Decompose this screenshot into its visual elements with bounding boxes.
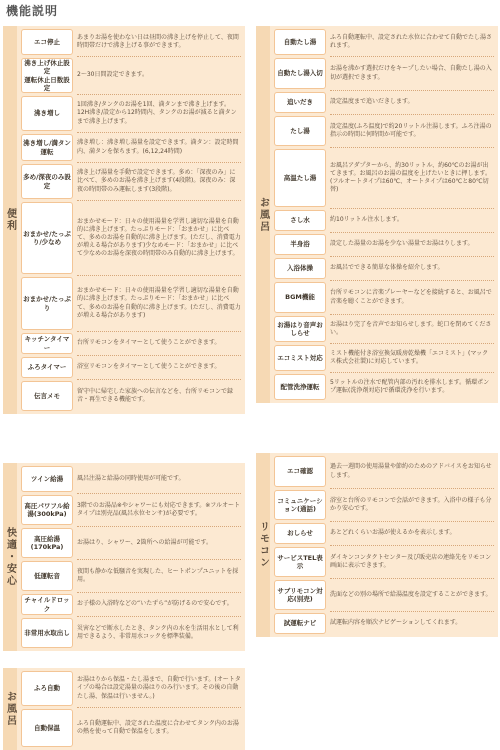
- row-divider: [330, 56, 494, 57]
- feature-row: [21, 381, 241, 411]
- category-text: 快適・安心: [4, 527, 16, 587]
- feature-description: 過去一週間の使用湯量や節約のためのアドバイスをお知らせします。: [330, 463, 492, 479]
- feature-description: 試運転内容を順次ナビゲーションしてくれます。: [330, 619, 462, 627]
- left-column: [3, 0, 245, 743]
- feature-row: [274, 258, 494, 279]
- row-divider: [77, 355, 241, 356]
- category-label: [3, 463, 17, 651]
- feature-label: BGM機能: [274, 282, 326, 313]
- category-label: [256, 26, 270, 403]
- feature-label: 伝言メモ: [21, 381, 73, 411]
- feature-row: [21, 202, 241, 274]
- row-divider: [77, 162, 241, 163]
- feature-description: 浴室と台所のリモコンで会話ができます。入浴中の様子も分かり安心です。: [330, 496, 492, 512]
- feature-description: 浴室リモコンをタイマーとして使うことができます。: [77, 363, 221, 371]
- feature-description: 留守中に帰宅した家族への伝言などを、台所リモコンで録音・再生できる機能です。: [77, 387, 234, 403]
- feature-description: お子様の入浴時などの“いたずら”が防げるので安心です。: [77, 600, 233, 608]
- feature-description: 洗面などの別の場所で給湯温度を設定することができます。: [330, 590, 492, 598]
- feature-description: 台所リモコンをタイマーとして使うことができます。: [77, 339, 221, 347]
- feature-label: 高温たし湯: [274, 149, 326, 207]
- feature-row: [21, 528, 241, 558]
- feature-row: [274, 58, 494, 89]
- feature-row: [21, 58, 241, 93]
- feature-row: [21, 495, 241, 525]
- row-divider: [330, 232, 494, 233]
- row-divider: [330, 114, 494, 115]
- feature-row: [21, 594, 241, 615]
- feature-description: 5リットルの注水で配管内部の汚れを排水します。循環ポンプ運転(洗浄剤対応)で循環洗浄を行います。: [330, 378, 490, 394]
- feature-row: [274, 210, 494, 231]
- feature-row: [274, 490, 494, 520]
- feature-label: 配管洗浄運転: [274, 374, 326, 400]
- feature-row: [21, 357, 241, 378]
- section-right-1: [256, 453, 498, 637]
- feature-description: お湯はり完了を音声でお知らせします。蛇口を閉めてください。: [330, 320, 492, 336]
- feature-row: [21, 671, 241, 706]
- feature-row: [274, 316, 494, 342]
- feature-description: お風呂でできる簡単な体操を紹介します。: [330, 264, 444, 272]
- page-title: 機能説明: [6, 4, 59, 18]
- row-divider: [77, 200, 241, 201]
- row-divider: [77, 526, 241, 527]
- feature-label: サブリモコン対応(別売): [274, 580, 326, 610]
- row-divider: [77, 275, 241, 276]
- section-left-1: [3, 463, 245, 651]
- category-text: お風呂: [4, 691, 16, 727]
- feature-label: たし湯: [274, 116, 326, 146]
- feature-row: [21, 29, 241, 55]
- row-divider: [330, 314, 494, 315]
- feature-label: 自動保温: [21, 709, 73, 747]
- feature-label: 非常用水取出し: [21, 618, 73, 648]
- feature-row: [274, 149, 494, 207]
- feature-description: ふろ自動運転中、設定された水位に合わせて自動でたし湯されます。: [330, 33, 493, 49]
- row-divider: [330, 488, 494, 489]
- feature-description: おまかせモード：日々の使用湯量を学習し適切な湯量を自動的に沸き上げます。たっぷりモード：「おまかせ」に比べて、多めのお湯を自動的に沸き上げます。(ただし、消費電力が増える場合があります)少なめモード：「おまかせ」に比べて少なめのお湯を深夜の時間帯のみ自動的に沸き上げます。: [77, 217, 241, 258]
- row-divider: [77, 56, 241, 57]
- feature-label: 試運転ナビ: [274, 613, 326, 634]
- feature-description: 設定温度まで追いだきします。: [330, 98, 414, 106]
- category-label: [3, 668, 17, 750]
- feature-row: [274, 282, 494, 313]
- category-text: お風呂: [257, 196, 269, 233]
- feature-description: おまかせモード：日々の使用湯量を学習し適切な湯量を自動的に沸き上げます。たっぷりモード：「おまかせ」に比べて、多めのお湯を自動的に沸き上げます。(ただし、消費電力が増える場合があります): [77, 287, 241, 319]
- row-divider: [77, 331, 241, 332]
- feature-label: エコ停止: [21, 29, 73, 55]
- feature-label: 高圧パワフル給湯(300kPa): [21, 495, 73, 525]
- feature-row: [21, 277, 241, 330]
- row-divider: [330, 90, 494, 91]
- feature-label: 高圧給湯(170kPa): [21, 528, 73, 558]
- feature-description: 風呂注湯と給湯の同時使用が可能です。: [77, 474, 185, 482]
- feature-row: [274, 374, 494, 400]
- feature-label: 自動たし湯: [274, 29, 326, 55]
- right-column: [256, 0, 498, 743]
- category-label: [256, 453, 270, 637]
- feature-label: 追いだき: [274, 92, 326, 113]
- feature-row: [21, 333, 241, 354]
- feature-description: 1回沸き/タンクのお湯を1回、満タンまで沸き上げます。12H沸き/設定から12時間内、タンクのお湯が減ると満タンまで沸き上げます。: [77, 101, 237, 125]
- feature-label: おまかせ/たっぷり: [21, 277, 73, 330]
- feature-row: [21, 618, 241, 648]
- feature-description: お湯はりから保温・たし湯まで、自動で行います。(オートタイプの場合は設定湯量の湯はりのみ行います。その後の自動たし湯、保温は行いません。): [77, 676, 241, 700]
- feature-row: [274, 523, 494, 544]
- row-divider: [77, 94, 241, 95]
- feature-description: ふろ自動運転中、設定された温度に合わせてタンク内のお湯の熱を使って自動で保温をします。: [77, 719, 239, 735]
- row-divider: [77, 379, 241, 380]
- feature-row: [21, 466, 241, 492]
- feature-label: ツイン給湯: [21, 466, 73, 492]
- section-left-2: [3, 668, 245, 750]
- feature-description: 2〜30日間設定できます。: [77, 71, 148, 79]
- feature-description: 夜間も静かな低騒音を実現した、ヒートポンプユニットを採用。: [77, 567, 239, 583]
- feature-label: コミュニケーション(通話): [274, 490, 326, 520]
- category-label: [3, 26, 17, 414]
- feature-label: ふろ自動: [21, 671, 73, 706]
- feature-row: [274, 613, 494, 634]
- feature-description: 設定温度(ふろ温度)で約20リットル注湯します。ふろ注湯の指示の時間に何時間か可能です。: [330, 122, 492, 138]
- feature-label: おまかせ/たっぷり/少なめ: [21, 202, 73, 274]
- feature-row: [274, 345, 494, 371]
- feature-label: さし水: [274, 210, 326, 231]
- row-divider: [330, 372, 494, 373]
- category-text: リモコン: [257, 521, 269, 569]
- row-divider: [330, 280, 494, 281]
- feature-label: 沸き増し/満タン運転: [21, 134, 73, 161]
- feature-description: 台所リモコンに音楽プレーヤーなどを接続すると、お風呂で音楽を聴くことができます。: [330, 289, 492, 305]
- feature-row: [274, 116, 494, 146]
- feature-description: 設定した湯量のお湯を少ない湯量でお湯はりします。: [330, 240, 474, 248]
- feature-row: [274, 92, 494, 113]
- feature-label: お湯はり音声おしらせ: [274, 316, 326, 342]
- feature-description: ダイキンコンタクトセンター及び販売店の連絡先をリモコン画面に表示できます。: [330, 553, 492, 569]
- feature-description: 災害などで断水したとき、タンク内の水を生活用水として利用できるよう、非常用水コックを標準装備。: [77, 624, 239, 640]
- feature-description: 沸き上げ湯量を手動で設定できます。多め：「深夜のみ」に比べて、多めのお湯を沸き上げます(4段階)。深夜のみ：深夜の時間帯のみ運転します(3段階)。: [77, 169, 236, 193]
- category-text: 便利: [4, 208, 16, 232]
- row-divider: [330, 521, 494, 522]
- row-divider: [330, 343, 494, 344]
- row-divider: [330, 545, 494, 546]
- feature-row: [274, 234, 494, 255]
- feature-label: サービスTEL表示: [274, 547, 326, 577]
- feature-label: キッチンタイマー: [21, 333, 73, 354]
- row-divider: [330, 578, 494, 579]
- feature-row: [274, 456, 494, 487]
- row-divider: [77, 493, 241, 494]
- feature-label: おしらせ: [274, 523, 326, 544]
- feature-description: 沸き増し：沸き増し湯量を設定できます。満タン：設定時間内、満タンを保ちます。(6,12,24時間): [77, 139, 239, 155]
- feature-label: エコミスト対応: [274, 345, 326, 371]
- feature-label: 入浴体操: [274, 258, 326, 279]
- feature-label: 沸き上げ休止設定 運転休止日数設定: [21, 58, 73, 93]
- row-divider: [77, 616, 241, 617]
- feature-description: 約10リットル注水します。: [330, 216, 403, 224]
- feature-row: [274, 29, 494, 55]
- feature-label: 低運転音: [21, 561, 73, 591]
- section-left-0: [3, 26, 245, 414]
- feature-description: ミスト機能付き浴室換気暖房乾燥機「エコミスト」(マックス株式会社製)に対応しています。: [330, 349, 489, 365]
- row-divider: [77, 707, 241, 708]
- feature-row: [21, 164, 241, 199]
- feature-label: 多め/深夜のみ設定: [21, 164, 73, 199]
- feature-description: あとどれくらいお湯が使えるかを表示します。: [330, 529, 456, 537]
- row-divider: [330, 611, 494, 612]
- section-right-0: [256, 26, 498, 403]
- feature-row: [21, 709, 241, 747]
- feature-row: [274, 580, 494, 610]
- feature-row: [21, 96, 241, 131]
- row-divider: [330, 147, 494, 148]
- feature-row: [274, 547, 494, 577]
- feature-row: [21, 134, 241, 161]
- row-divider: [77, 132, 241, 133]
- feature-label: チャイルドロック: [21, 594, 73, 615]
- feature-description: 3階でのお湯品※やシャワーにも対応できます。※フルオートタイプは別売品(風呂水位センサ)が必要です。: [77, 501, 241, 517]
- feature-label: 自動たし湯入切: [274, 58, 326, 89]
- row-divider: [77, 592, 241, 593]
- feature-description: あまりお湯を使わない日は昼間の沸き上げを停止して、夜間時間帯だけで沸き上げる事ができます。: [77, 33, 239, 49]
- row-divider: [330, 208, 494, 209]
- row-divider: [330, 256, 494, 257]
- feature-label: 半身浴: [274, 234, 326, 255]
- row-divider: [77, 559, 241, 560]
- feature-row: [21, 561, 241, 591]
- feature-label: 沸き増し: [21, 96, 73, 131]
- feature-description: お湯はり、シャワー、2箇所への給湯が可能です。: [77, 538, 212, 546]
- feature-label: ふろタイマー: [21, 357, 73, 378]
- feature-label: エコ確認: [274, 456, 326, 487]
- feature-description: お湯を沸かす選択だけをキープしたい場合、自動たし湯の入切が選択できます。: [330, 65, 492, 81]
- feature-description: お風呂アダプターから、約30リットル、約60℃のお湯が出てきます。お風呂のお湯の温度を上げたいときに押します。(フルオートタイプは60℃、オートタイプは60℃と80℃切替): [330, 161, 492, 194]
